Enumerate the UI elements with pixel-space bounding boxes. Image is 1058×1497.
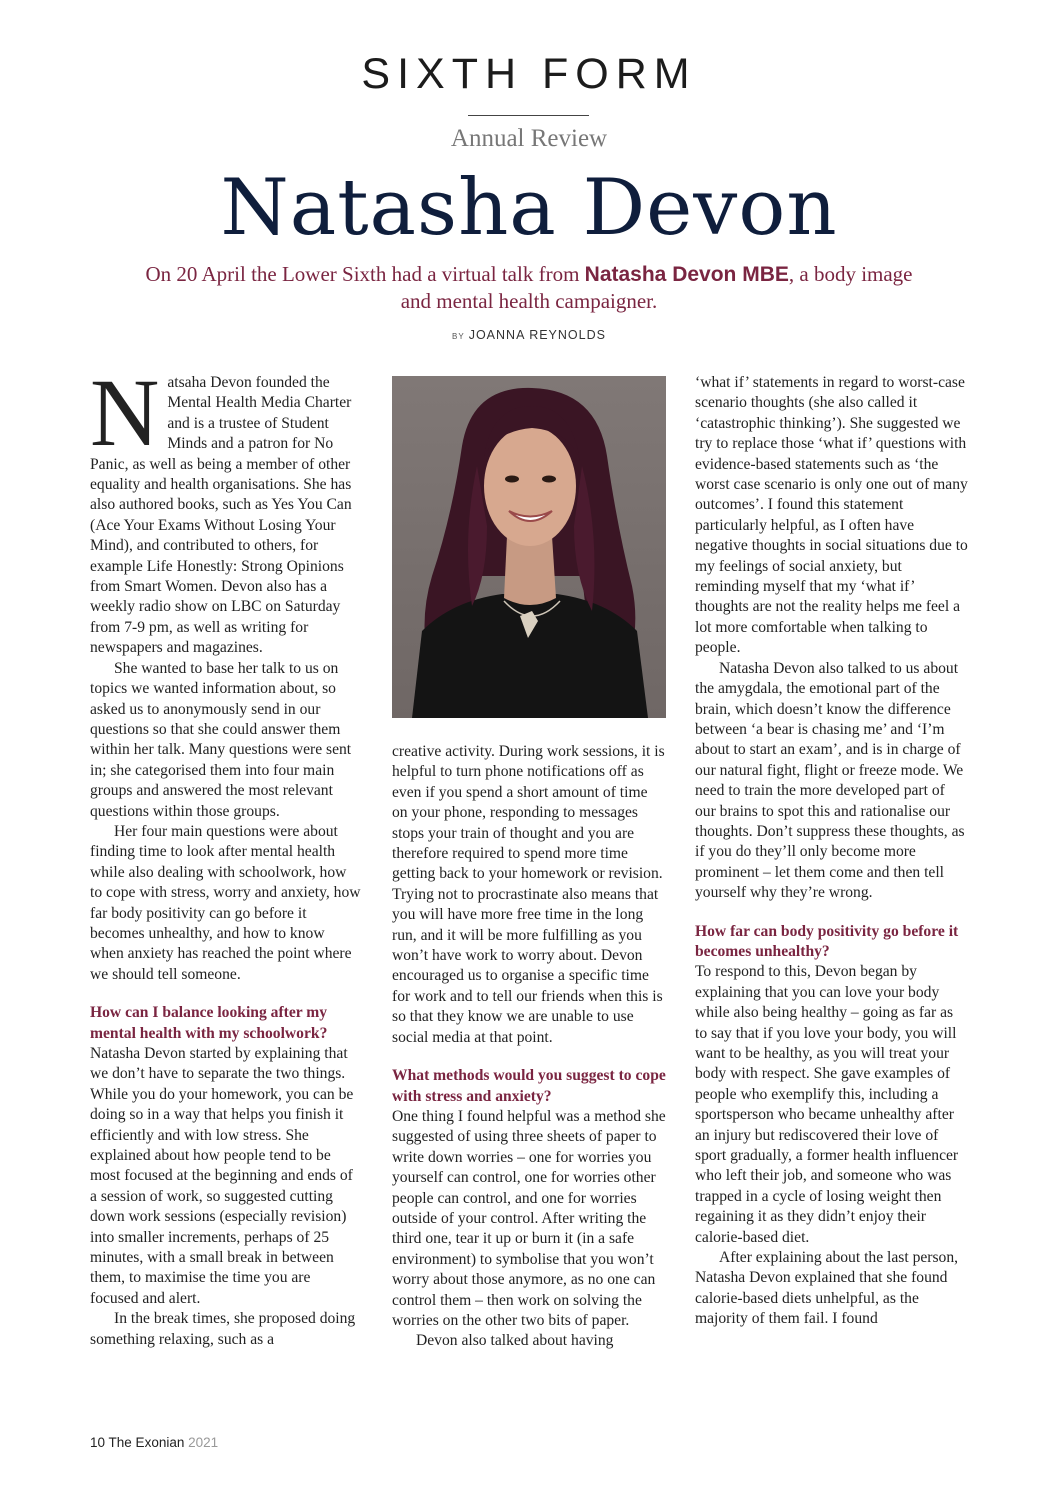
byline-prefix: BY xyxy=(452,332,465,341)
standfirst-bold: Natasha Devon MBE xyxy=(584,263,789,286)
paragraph: To respond to this, Devon began by explaining that you can love your body while also being healthy – going as far as to say that if you love your body, you will want to be healthy, as you will treat your body with respect. She gave examples of people who exemplify this, including a sportsperson who became unhealthy after an injury but rediscovered their love of sport gradually, a former health influencer who left their job, and someone who was trapped in a cycle of losing weight then regaining it as they didn’t enjoy their calorie-based diet. xyxy=(695,963,959,1246)
subheading: How can I balance looking after my mental health with my schoolwork? xyxy=(90,1004,328,1042)
header-divider xyxy=(468,115,589,116)
paragraph: Natasha Devon also talked to us about the amygdala, the emotional part of the brain, which doesn’t know the difference between ‘a bear is chasing me’ and ‘I’m about to start an exam’, and is in charge of our natural fight, flight or freeze mode. We need to train the more developed part of our brains to spot this and rationalise our thoughts. Don’t suppress these thoughts, as if you do they’ll only become more prominent – let them come and then tell yourself why they’re wrong. xyxy=(695,659,965,902)
subheading: How far can body positivity go before it becomes unhealthy? xyxy=(695,922,959,960)
standfirst-post: , a body image and mental health campaigner. xyxy=(400,262,913,313)
standfirst-pre: On 20 April the Lower Sixth had a virtual talk from xyxy=(145,262,585,286)
paragraph: After explaining about the last person, Natasha Devon explained that she found calorie-based diets unhelpful, as the majority of them fail. I found xyxy=(695,1249,959,1328)
column-1 xyxy=(90,359,362,1350)
section-heading: SIXTH FORM xyxy=(361,50,697,98)
publication-year: 2021 xyxy=(188,1435,219,1450)
byline xyxy=(0,328,1058,342)
standfirst xyxy=(130,261,928,314)
paragraph: Her four main questions were about finding time to look after mental health while also dealing with schoolwork, how to cope with stress, worry and anxiety, how far body positivity can go before it becomes unhealthy, and how to know when anxiety has reached the point where we should tell someone. xyxy=(90,822,361,983)
subheading: What methods would you suggest to cope with stress and anxiety? xyxy=(392,1067,666,1105)
paragraph: In the break times, she proposed doing something relaxing, such as a xyxy=(90,1310,356,1348)
paragraph: She wanted to base her talk to us on topics we wanted information about, so asked us to anonymously send in our questions so that she could answer them within her talk. Many questions were sent in; she categorised them into four main groups and answered the most relevant questions within those groups. xyxy=(90,659,352,820)
subsection-heading: Annual Review xyxy=(450,125,608,152)
portrait-illustration xyxy=(392,376,666,718)
paragraph: creative activity. During work sessions, it is helpful to turn phone notifications off as even if you spend a short amount of time on your phone, responding to messages stops your train of thought and you are therefore required to spend more time getting back to your homework or revision. Trying not to procrastinate also means that you will have more free time in the long run, and it will be more fulfilling as you won’t have work to worry about. Devon encouraged us to organise a specific time for work and to tell our friends when this is so that they know we are unable to use social media at that point. xyxy=(392,743,665,1046)
column-2 xyxy=(392,742,666,1352)
byline-author: JOANNA REYNOLDS xyxy=(468,328,606,342)
paragraph: ‘what if’ statements in regard to worst-case scenario thoughts (she also called it ‘catastrophic thinking’). She suggested we try to replace those ‘what if’ questions with evidence-based statements such as ‘the worst case scenario is only one out of many outcomes’. I found this statement particularly helpful, as I often have negative thoughts in social situations due to my feelings of social anxiety, but reminding myself that my ‘what if’ thoughts are not the reality helps me feel a lot more comfortable when talking to people. xyxy=(695,374,968,657)
drop-cap: N xyxy=(90,359,160,466)
paragraph: One thing I found helpful was a method she suggested of using three sheets of paper to write down worries – one for worries you yourself can control, one for worries other people can control, and one for worries outside of your control. After writing the third one, tear it up or burn it (in a safe environment) to symbolise that you won’t worry about those anymore, as no one can control them – then work on solving the worries on the other two bits of paper. xyxy=(392,1107,666,1329)
publication-name: The Exonian xyxy=(108,1435,185,1450)
portrait-photo xyxy=(392,376,666,718)
page-footer xyxy=(90,1435,218,1450)
paragraph: Natasha Devon started by explaining that we don’t have to separate the two things. While you do your homework, you can be doing so in a way that helps you finish it efficiently and with low stress. She explained about how people tend to be most focused at the beginning and ends of a session of work, so suggested cutting down work sessions (especially revision) into smaller increments, perhaps of 25 minutes, with a small break in between them, to maximise the time you are focused and alert. xyxy=(90,1045,354,1307)
article-title: Natasha Devon xyxy=(220,163,838,253)
paragraph: Devon also talked about having xyxy=(416,1332,614,1350)
column-3 xyxy=(695,373,969,1330)
paragraph: atsaha Devon founded the Mental Health Media Charter and is a trustee of Student Minds and a patron for No Panic, as well as being a member of other equality and health organisations. She has also authored books, such as Yes You Can (Ace Your Exams Without Losing Your Mind), and contributed to others, for example Life Honestly: Strong Opinions from Smart Women. Devon also has a weekly radio show on LBC on Saturday from 7-9 pm, as well as writing for newspapers and magazines. xyxy=(90,374,352,657)
page-number: 10 xyxy=(90,1435,106,1450)
